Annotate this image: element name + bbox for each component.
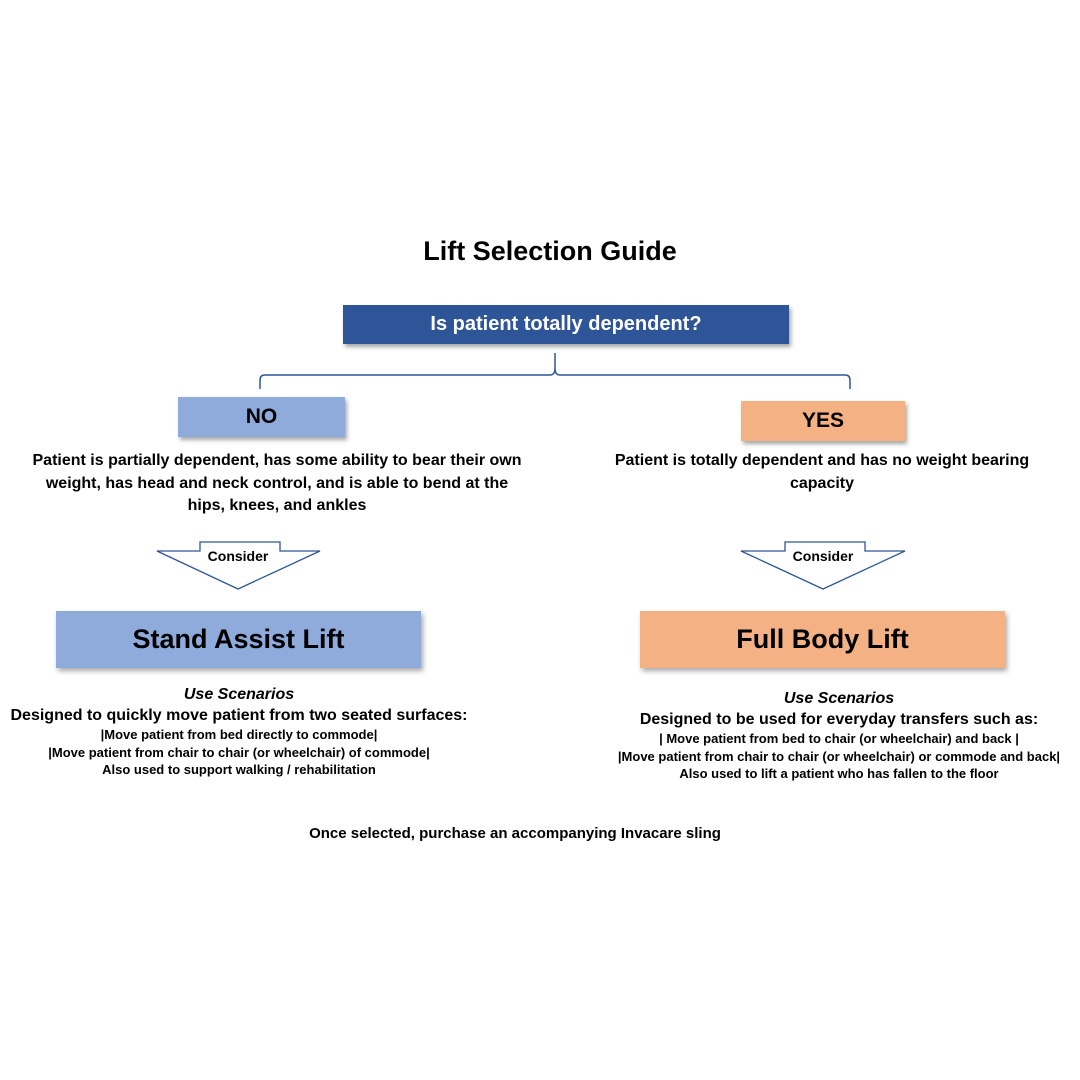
stand-scenario-item: |Move patient from bed directly to commode| [100, 727, 378, 742]
question-text: Is patient totally dependent? [430, 313, 702, 335]
footer-note: Once selected, purchase an accompanying Invacare sling [309, 825, 721, 842]
yes-description: Patient is totally dependent and has no weight bearing capacity [614, 452, 1030, 492]
stand-scenario-item: Also used to support walking / rehabilitation [102, 762, 376, 777]
full-scenario-item: Also used to lift a patient who has fallen to the floor [679, 766, 999, 781]
full-scenarios-title: Use Scenarios [783, 690, 895, 707]
full-scenarios-heading: Designed to be used for everyday transfers such as: [639, 711, 1039, 728]
full-body-scenarios [600, 690, 1078, 783]
full-body-lift-label: Full Body Lift [736, 624, 909, 654]
stand-assist-lift-label: Stand Assist Lift [132, 624, 345, 654]
page-title: Lift Selection Guide [423, 236, 677, 266]
stand-scenarios-title: Use Scenarios [183, 686, 295, 703]
stand-scenario-item: |Move patient from chair to chair (or wheelchair) of commode| [48, 744, 430, 760]
branch-bracket [260, 353, 850, 389]
stand-assist-scenarios [0, 686, 478, 779]
yes-answer-box [741, 401, 905, 441]
question-box [343, 305, 789, 344]
stand-scenarios-heading: Designed to quickly move patient from two seated surfaces: [10, 707, 468, 724]
stand-assist-lift-box [56, 611, 421, 668]
yes-label: YES [801, 409, 845, 432]
no-answer-box [178, 397, 345, 437]
full-scenario-item: |Move patient from chair to chair (or wheelchair) or commode and back| [617, 748, 1061, 764]
full-scenario-item: | Move patient from bed to chair (or wheelchair) and back | [659, 731, 1019, 746]
full-body-lift-box [640, 611, 1005, 668]
yes-consider-label: Consider [792, 548, 854, 564]
no-description: Patient is partially dependent, has some ability to bear their own weight, has head and neck control, and is able to bend at the hips, knees, and ankles [32, 452, 522, 514]
no-consider-label: Consider [207, 548, 269, 564]
no-label: NO [245, 405, 278, 428]
